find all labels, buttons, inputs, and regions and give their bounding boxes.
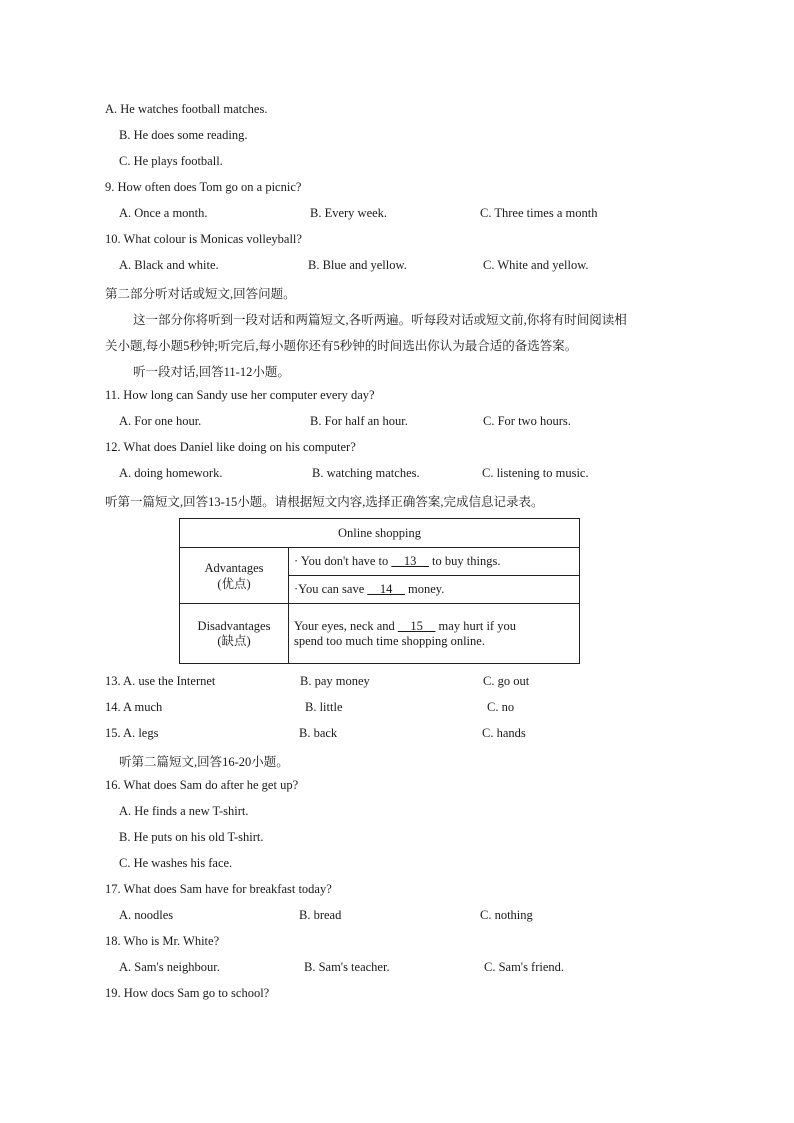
q12-option-c: C. listening to music.: [482, 466, 589, 480]
q14-option-a: 14. A much: [105, 700, 163, 714]
q17-option-c: C. nothing: [480, 908, 533, 922]
passage1-instruction: 听第一篇短文,回答13-15小题。请根据短文内容,选择正确答案,完成信息记录表。: [105, 495, 544, 509]
q15-option-c: C. hands: [482, 726, 526, 740]
q16-option-b: B. He puts on his old T-shirt.: [119, 830, 264, 844]
disadvantage-tail: may hurt if you: [435, 618, 516, 633]
advantage-2-text: ·You can save: [294, 582, 368, 596]
q15-option-b: B. back: [299, 726, 338, 740]
q13-option-a: 13. A. use the Internet: [105, 674, 216, 688]
part2-instruction-line1: 这一部分你将听到一段对话和两篇短文,各听两遍。听每段对话或短文前,你将有时间阅读相: [133, 313, 627, 327]
q14-option-c: C. no: [487, 700, 515, 714]
passage2-instruction: 听第二篇短文,回答16-20小题。: [119, 755, 289, 769]
disadvantage-text: Your eyes, neck and: [294, 618, 398, 633]
q9-option-a: A. Once a month.: [119, 206, 208, 220]
disadvantage: [289, 604, 580, 664]
blank-13: __13__: [391, 554, 429, 568]
q12-stem: 12. What does Daniel like doing on his computer?: [105, 440, 356, 454]
advantage-1-text: · You don't have to: [294, 554, 392, 568]
q16-option-a: A. He finds a new T-shirt.: [119, 804, 249, 818]
disadvantages-label-en: Disadvantages: [197, 618, 271, 633]
q18-option-b: B. Sam's teacher.: [304, 960, 390, 974]
q10-stem: 10. What colour is Monicas volleyball?: [105, 232, 302, 246]
q13-option-b: B. pay money: [300, 674, 370, 688]
q16-option-c: C. He washes his face.: [119, 856, 233, 870]
disadvantage-line2: spend too much time shopping online.: [294, 633, 485, 648]
q11-option-c: C. For two hours.: [483, 414, 571, 428]
q18-option-a: A. Sam's neighbour.: [119, 960, 220, 974]
blank-15: __15__: [397, 618, 436, 633]
q12-option-a: A. doing homework.: [119, 466, 223, 480]
advantage-2-tail: money.: [404, 582, 445, 596]
q9-option-b: B. Every week.: [310, 206, 388, 220]
q9-option-c: C. Three times a month: [480, 206, 598, 220]
disadvantages-label-cn: (缺点): [217, 633, 251, 648]
q9-stem: 9. How often does Tom go on a picnic?: [105, 180, 302, 194]
q15-option-a: 15. A. legs: [105, 726, 159, 740]
q8-option-b: B. He does some reading.: [119, 128, 248, 142]
q10-option-a: A. Black and white.: [119, 258, 219, 272]
q17-stem: 17. What does Sam have for breakfast today?: [105, 882, 332, 896]
disadvantages-label: [180, 604, 289, 664]
advantage-1-tail: to buy things.: [428, 554, 501, 568]
table-title: Online shopping: [180, 519, 580, 548]
q14-option-b: B. little: [305, 700, 343, 714]
advantages-label: [180, 548, 289, 604]
q17-option-a: A. noodles: [119, 908, 174, 922]
part2-heading: 第二部分听对话或短文,回答问题。: [105, 287, 296, 301]
q11-stem: 11. How long can Sandy use her computer every day?: [105, 388, 375, 402]
blank-14: __14__: [367, 582, 405, 596]
info-record-table: [179, 518, 580, 664]
q19-stem: 19. How docs Sam go to school?: [105, 986, 270, 1000]
q8-option-a: A. He watches football matches.: [105, 102, 268, 116]
q18-stem: 18. Who is Mr. White?: [105, 934, 220, 948]
q11-option-b: B. For half an hour.: [310, 414, 408, 428]
q8-option-c: C. He plays football.: [119, 154, 223, 168]
advantage-2: [289, 576, 580, 604]
q12-option-b: B. watching matches.: [312, 466, 420, 480]
q10-option-b: B. Blue and yellow.: [308, 258, 407, 272]
q11-option-a: A. For one hour.: [119, 414, 202, 428]
dialog-instruction: 听一段对话,回答11-12小题。: [133, 365, 290, 379]
q10-option-c: C. White and yellow.: [483, 258, 589, 272]
q17-option-b: B. bread: [299, 908, 342, 922]
advantages-label-cn: (优点): [217, 576, 251, 591]
q13-option-c: C. go out: [483, 674, 530, 688]
advantages-label-en: Advantages: [204, 560, 264, 575]
q16-stem: 16. What does Sam do after he get up?: [105, 778, 299, 792]
q18-option-c: C. Sam's friend.: [484, 960, 565, 974]
part2-instruction-line2: 关小题,每小题5秒钟;听完后,每小题你还有5秒钟的时间选出你认为最合适的备选答案。: [105, 339, 578, 353]
advantage-1: [289, 548, 580, 576]
